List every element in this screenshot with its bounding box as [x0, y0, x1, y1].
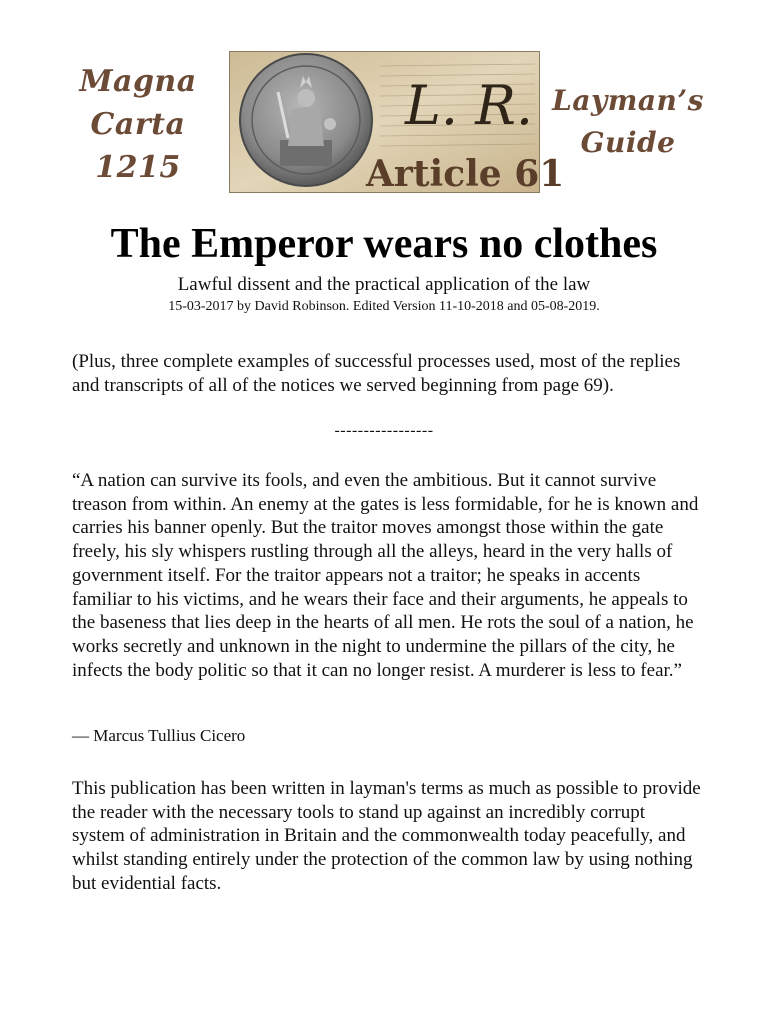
cicero-quote-paragraph: “A nation can survive its fools, and even the ambitious. But it cannot survive treason from within. An enemy at the gates is less formidable, for he is known and carries his banner openly. But the traitor moves amongst those within the gate freely, his sly whispers rustling through all the alleys, heard in the very halls of government itself. For the traitor appears not a traitor; he speaks in accents familiar to his victims, and he wears their face and their arguments, he appeals to the baseness that lies deep in the hearts of all men. He rots the soul of a nation, he works secretly and unknown in the night to undermine the pillars of the city, he infects the body politic so that it can no longer resist. A murderer is less to fear.” — [72, 470, 699, 681]
quote-attribution: — Marcus Tullius Cicero — [72, 726, 246, 745]
banner-caption: Article 61 — [366, 153, 565, 195]
plus-note-paragraph: (Plus, three complete examples of successful processes used, most of the replies and transcripts of all of the notices we served beginning from page 69). — [72, 351, 681, 396]
document-subtitle: Lawful dissent and the practical application of the law — [177, 274, 591, 295]
banner-monogram: L. R. — [405, 74, 534, 137]
right-title-line: Guide — [580, 126, 676, 159]
right-title-line: Layman’s — [552, 84, 704, 117]
document-dateline: 15-03-2017 by David Robinson. Edited Version 11-10-2018 and 05-08-2019. — [168, 299, 600, 314]
intro-body-paragraph: This publication has been written in layman's terms as much as possible to provide the reader with the necessary tools to stand up against an incredibly corrupt system of administration in Britain and the commonwealth today peacefully, and whilst standing entirely under the protection of the common law by using nothing but evidential facts. — [72, 778, 701, 894]
section-divider: ----------------- — [334, 422, 434, 439]
left-title-line: Magna — [79, 64, 197, 99]
laymans-guide-title — [548, 80, 708, 164]
document-title: The Emperor wears no clothes — [110, 221, 658, 267]
header-banner-image — [229, 51, 565, 195]
magna-carta-title — [78, 60, 198, 189]
royal-seal-icon — [240, 54, 372, 186]
left-title-line: 1215 — [95, 150, 181, 185]
left-title-line: Carta — [90, 107, 186, 142]
